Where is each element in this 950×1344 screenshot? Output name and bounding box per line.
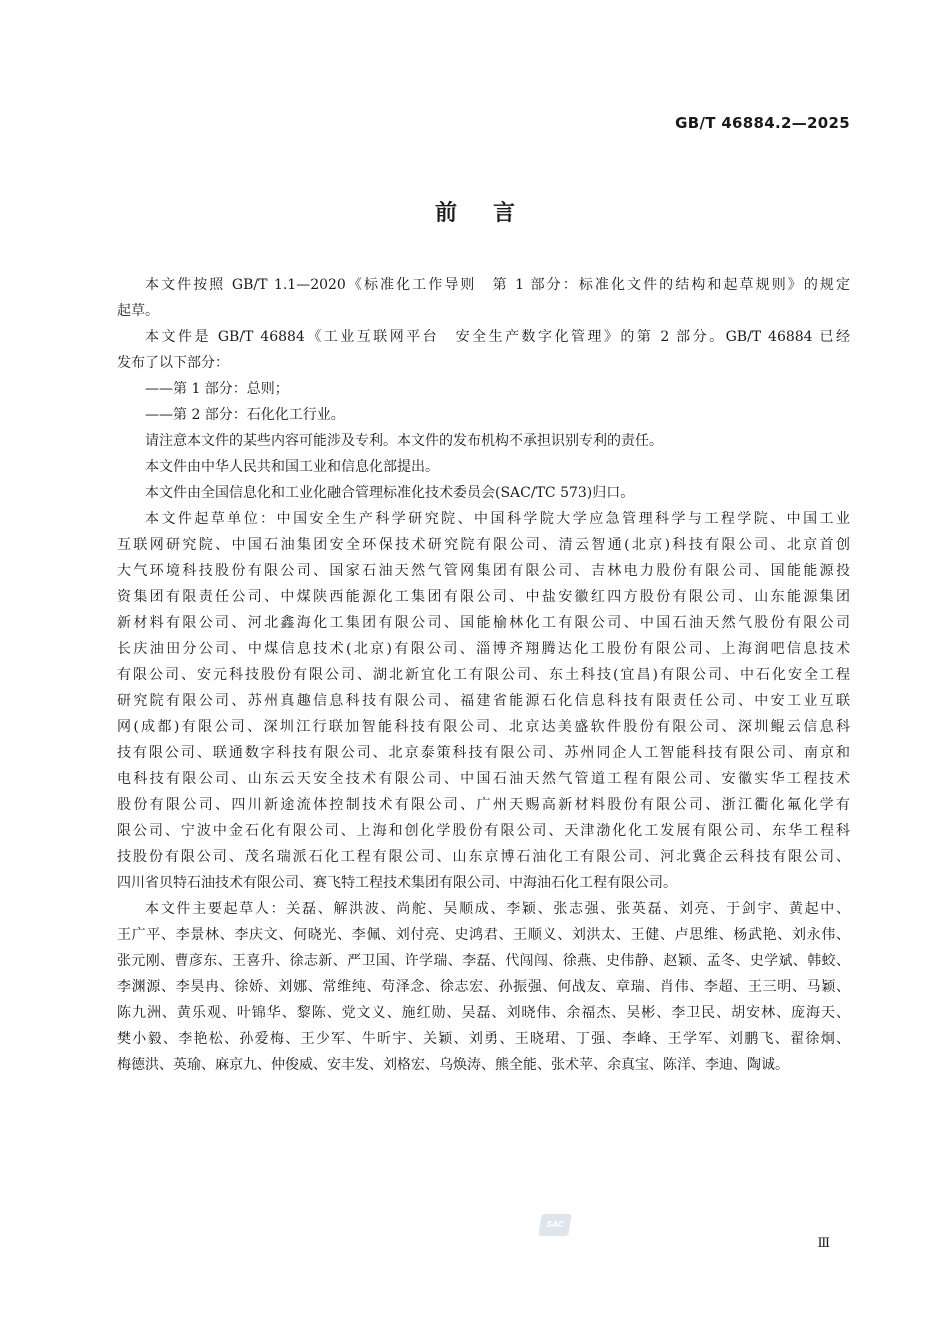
paragraph-line: 本文件按照 GB/T 1.1—2020《标准化工作导则 第 1 部分：标准化文件的结构和起草规则》的规定 bbox=[145, 277, 850, 293]
paragraph-line: 请注意本文件的某些内容可能涉及专利。本文件的发布机构不承担识别专利的责任。 bbox=[145, 433, 663, 449]
page-title: 前言 bbox=[434, 201, 551, 226]
paragraph-line: 梅德洪、英瑜、麻京九、仲俊威、安丰发、刘格宏、乌焕涛、熊全能、张术苹、余真宝、陈洋、李迪、陶诚。 bbox=[117, 1057, 789, 1073]
page-number: Ⅲ bbox=[817, 1236, 830, 1251]
paragraph-line: 本文件主要起草人：关磊、解洪波、尚舵、吴顺成、李颖、张志强、张英磊、刘亮、于剑宇、黄起中、 bbox=[145, 901, 850, 917]
paragraph-line: 网(成都)有限公司、深圳江行联加智能科技有限公司、北京达美盛软件股份有限公司、深圳鲲云信息科 bbox=[117, 719, 850, 735]
paragraph-line: ——第 2 部分：石化化工行业。 bbox=[145, 407, 345, 423]
sac-logo-icon: SAC bbox=[538, 1214, 572, 1236]
paragraph-line: 研究院有限公司、苏州真趣信息科技有限公司、福建省能源石化信息科技有限责任公司、中安工业互联 bbox=[117, 693, 850, 709]
paragraph-line: 四川省贝特石油技术有限公司、赛飞特工程技术集团有限公司、中海油石化工程有限公司。 bbox=[117, 875, 677, 891]
paragraph-line: ——第 1 部分：总则； bbox=[145, 381, 289, 397]
paragraph-line: 互联网研究院、中国石油集团安全环保技术研究院有限公司、清云智通(北京)科技有限公司、北京首创 bbox=[117, 537, 850, 553]
paragraph-line: 电科技有限公司、山东云天安全技术有限公司、中国石油天然气管道工程有限公司、安徽实华工程技术 bbox=[117, 771, 850, 787]
paragraph bbox=[117, 272, 850, 324]
paragraph bbox=[117, 324, 850, 376]
paragraph-line: 新材料有限公司、河北鑫海化工集团有限公司、国能榆林化工有限公司、中国石油天然气股份有限公司 bbox=[117, 615, 850, 631]
paragraph-line: 起草。 bbox=[117, 303, 159, 319]
paragraph-line: 资集团有限责任公司、中煤陕西能源化工集团有限公司、中盐安徽红四方股份有限公司、山东能源集团 bbox=[117, 589, 850, 605]
paragraph-line: 技股份有限公司、茂名瑞派石化工程有限公司、山东京博石油化工有限公司、河北冀企云科技有限公司、 bbox=[117, 849, 850, 865]
paragraph bbox=[117, 454, 850, 480]
paragraph-line: 本文件由中华人民共和国工业和信息化部提出。 bbox=[145, 459, 439, 475]
paragraph-line: 陈九洲、黄乐观、叶锦华、黎陈、党文义、施红勋、吴磊、刘晓伟、余福杰、吴彬、李卫民、胡安林、庞海天、 bbox=[117, 1005, 850, 1021]
paragraph-line: 长庆油田分公司、中煤信息技术(北京)有限公司、淄博齐翔腾达化工股份有限公司、上海润吧信息技术 bbox=[117, 641, 850, 657]
paragraph-line: 本文件是 GB/T 46884《工业互联网平台 安全生产数字化管理》的第 2 部分。GB/T 46884 已经 bbox=[145, 329, 850, 345]
paragraph-line: 大气环境科技股份有限公司、国家石油天然气管网集团有限公司、吉林电力股份有限公司、国能能源投 bbox=[117, 563, 850, 579]
paragraph-line: 限公司、宁波中金石化有限公司、上海和创化学股份有限公司、天津渤化化工发展有限公司、东华工程科 bbox=[117, 823, 850, 839]
paragraph bbox=[117, 506, 850, 896]
paragraph-line: 有限公司、安元科技股份有限公司、湖北新宜化工有限公司、东土科技(宜昌)有限公司、中石化安全工程 bbox=[117, 667, 850, 683]
document-body bbox=[117, 272, 850, 1078]
paragraph bbox=[117, 480, 850, 506]
paragraph-line: 技有限公司、联通数字科技有限公司、北京泰策科技有限公司、苏州同企人工智能科技有限公司、南京和 bbox=[117, 745, 850, 761]
paragraph-line: 张元刚、曹彦东、王喜升、徐志新、严卫国、许学瑞、李磊、代闯闯、徐燕、史伟静、赵颖、孟冬、史学斌、韩蛟、 bbox=[117, 953, 850, 969]
paragraph bbox=[117, 428, 850, 454]
paragraph-line: 股份有限公司、四川新途流体控制技术有限公司、广州天赐高新材料股份有限公司、浙江衢化氟化学有 bbox=[117, 797, 850, 813]
paragraph bbox=[117, 402, 850, 428]
paragraph bbox=[117, 376, 850, 402]
standard-number: GB/T 46884.2—2025 bbox=[675, 114, 850, 132]
paragraph-line: 李渊源、李昊冉、徐娇、刘娜、常维纯、苟泽念、徐志宏、孙振强、何战友、章瑞、肖伟、李超、王三明、马颖、 bbox=[117, 979, 850, 995]
paragraph-line: 本文件起草单位：中国安全生产科学研究院、中国科学院大学应急管理科学与工程学院、中国工业 bbox=[145, 511, 850, 527]
paragraph-line: 王广平、李景林、李庆文、何晓光、李佩、刘付亮、史鸿君、王顺义、刘洪太、王健、卢思维、杨武艳、刘永伟、 bbox=[117, 927, 850, 943]
paragraph-line: 发布了以下部分： bbox=[117, 355, 229, 371]
paragraph-line: 樊小毅、李艳松、孙爱梅、王少军、牛昕宇、关颖、刘勇、王晓珺、丁强、李峰、王学军、刘鹏飞、翟徐炯、 bbox=[117, 1031, 850, 1047]
paragraph bbox=[117, 896, 850, 1078]
paragraph-line: 本文件由全国信息化和工业化融合管理标准化技术委员会(SAC/TC 573)归口。 bbox=[145, 485, 635, 501]
